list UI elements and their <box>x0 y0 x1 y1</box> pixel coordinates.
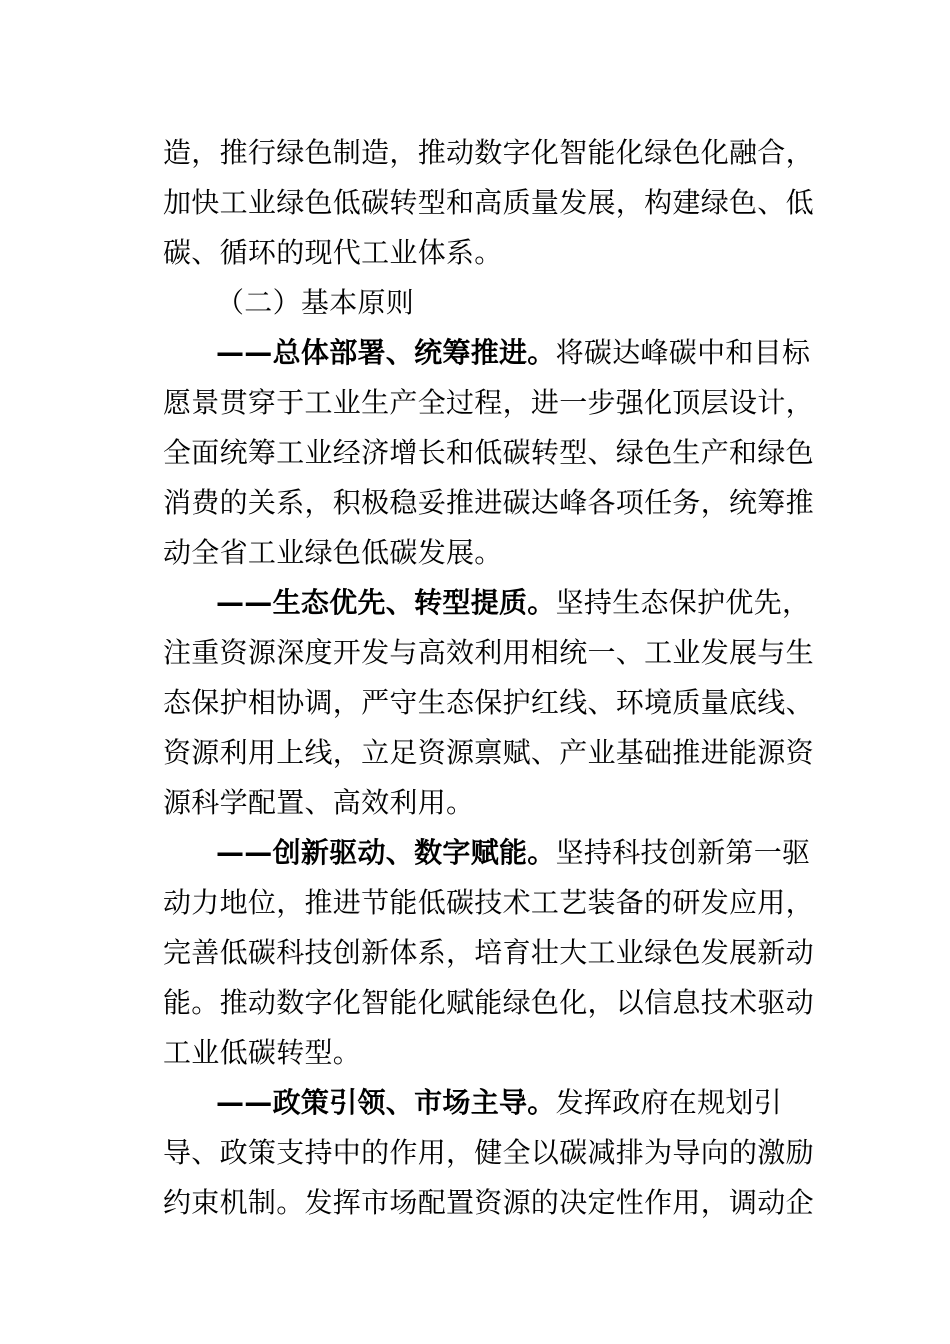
principle-first-line <box>163 578 811 628</box>
text-line: 态保护相协调，严守生态保护红线、环境质量底线、 <box>163 686 814 719</box>
text-line: 造，推行绿色制造，推动数字化智能化绿色化融合， <box>163 136 814 169</box>
text-line: 全面统筹工业经济增长和低碳转型、绿色生产和绿色 <box>163 436 814 469</box>
text-line: 能。推动数字化智能化赋能绿色化，以信息技术驱动 <box>163 986 814 1019</box>
principle-text: 将碳达峰碳中和目标 <box>555 336 811 369</box>
principle-text: 坚持科技创新第一驱 <box>555 836 811 869</box>
text-line: 工业低碳转型。 <box>163 1036 362 1069</box>
principle-title: ——政策引领、市场主导。 <box>216 1086 556 1119</box>
text-line: 导、政策支持中的作用，健全以碳减排为导向的激励 <box>163 1136 814 1169</box>
principle-first-line <box>163 828 811 878</box>
text-line: 愿景贯穿于工业生产全过程，进一步强化顶层设计， <box>163 386 814 419</box>
section-heading: （二）基本原则 <box>216 286 415 319</box>
principle-title: ——创新驱动、数字赋能。 <box>216 836 556 869</box>
text-line: 动力地位，推进节能低碳技术工艺装备的研发应用， <box>163 886 814 919</box>
text-line: 完善低碳科技创新体系，培育壮大工业绿色发展新动 <box>163 936 814 969</box>
text-line: 动全省工业绿色低碳发展。 <box>163 536 503 569</box>
principle-2 <box>163 578 814 828</box>
principle-first-line <box>163 1078 803 1128</box>
principle-3 <box>163 828 814 1078</box>
body-text <box>163 128 814 1228</box>
text-line: 加快工业绿色低碳转型和高质量发展，构建绿色、低 <box>163 186 814 219</box>
text-line: 消费的关系，积极稳妥推进碳达峰各项任务，统筹推 <box>163 486 814 519</box>
text-line: 注重资源深度开发与高效利用相统一、工业发展与生 <box>163 636 814 669</box>
principle-4 <box>163 1078 814 1228</box>
principle-first-line <box>163 328 811 378</box>
principle-1 <box>163 328 814 578</box>
text-line: 资源利用上线，立足资源禀赋、产业基础推进能源资 <box>163 736 814 769</box>
text-line: 约束机制。发挥市场配置资源的决定性作用，调动企 <box>163 1186 814 1219</box>
principle-text: 坚持生态保护优先， <box>555 586 811 619</box>
text-line: 碳、循环的现代工业体系。 <box>163 236 503 269</box>
paragraph-intro <box>163 128 814 278</box>
principle-title: ——总体部署、统筹推进。 <box>216 336 556 369</box>
principle-title: ——生态优先、转型提质。 <box>216 586 556 619</box>
principle-text: 发挥政府在规划引 <box>555 1086 783 1119</box>
text-line: 源科学配置、高效利用。 <box>163 786 475 819</box>
